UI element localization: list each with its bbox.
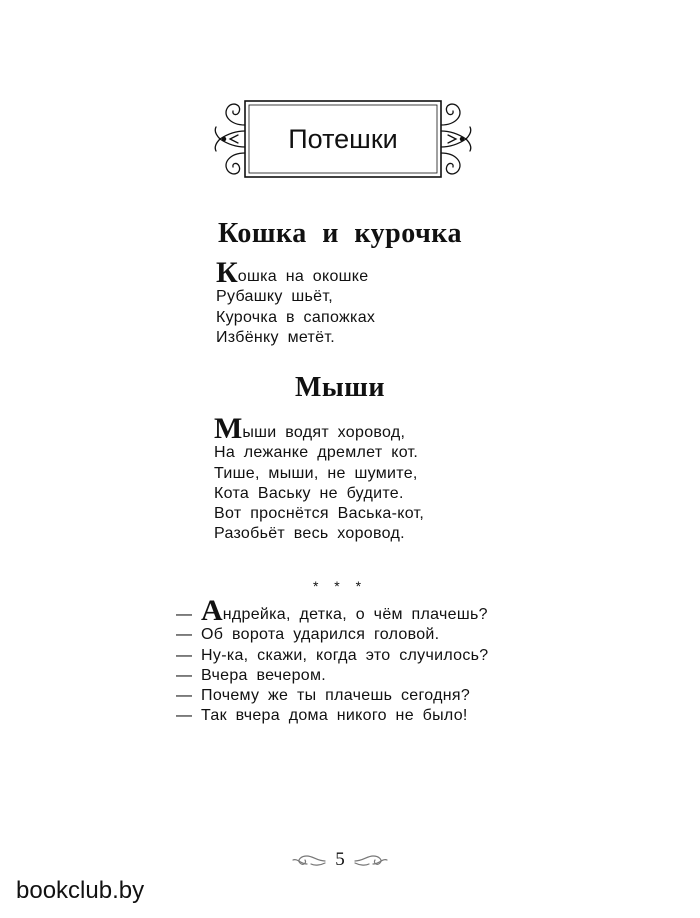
watermark: bookclub.by [16, 877, 145, 904]
poem-line: Избёнку метёт. [216, 328, 335, 346]
poem-line: Вот проснётся Васька-кот, [214, 505, 425, 523]
dialogue-line: — Ну-ка, скажи, когда это случилось? [176, 646, 489, 664]
dialogue-line: — Почему же ты плачешь сегодня? [176, 687, 471, 705]
dialogue-dash: — [176, 606, 202, 623]
poem-line: Курочка в сапожках [216, 308, 376, 326]
dialogue-line: — Так вчера дома никого не было! [176, 707, 468, 725]
drop-cap: М [214, 412, 243, 445]
poem-line: Кота Ваську не будите. [214, 484, 404, 502]
dialogue-line [176, 594, 489, 627]
dialogue-line-text: ндрейка, детка, о чём плачешь? [222, 606, 488, 623]
dialogue-stanza [176, 594, 489, 727]
drop-cap: К [216, 256, 238, 289]
poem-line: На лежанке дремлет кот. [214, 444, 419, 462]
dialogue-line: — Вчера вечером. [176, 666, 327, 684]
poem-stanza-myshi [214, 412, 425, 545]
poem-line: Разобьёт весь хоровод. [214, 525, 405, 543]
right-flourish-icon [353, 852, 389, 868]
poem-line [214, 412, 424, 445]
section-title: Потешки [288, 123, 398, 154]
poem-line: Тише, мыши, не шумите, [214, 464, 418, 482]
poem-line [216, 256, 375, 289]
poem-title-myshi: Мыши [294, 372, 386, 403]
poem-stanza-koshka [216, 256, 376, 348]
page-number: 5 [335, 849, 345, 870]
page-footer [0, 848, 680, 872]
poem-title-koshka: Кошка и курочка [218, 218, 462, 249]
poem-line: Рубашку шьёт, [216, 288, 333, 306]
section-separator: * * * [312, 578, 368, 594]
drop-cap: А [201, 594, 223, 627]
poem-line-text: ыши водят хоровод, [242, 424, 406, 441]
section-title-frame [212, 95, 474, 183]
poem-line-text: ошка на окошке [237, 268, 369, 285]
dialogue-line: — Об ворота ударился головой. [176, 626, 440, 644]
left-flourish-icon [291, 852, 327, 868]
